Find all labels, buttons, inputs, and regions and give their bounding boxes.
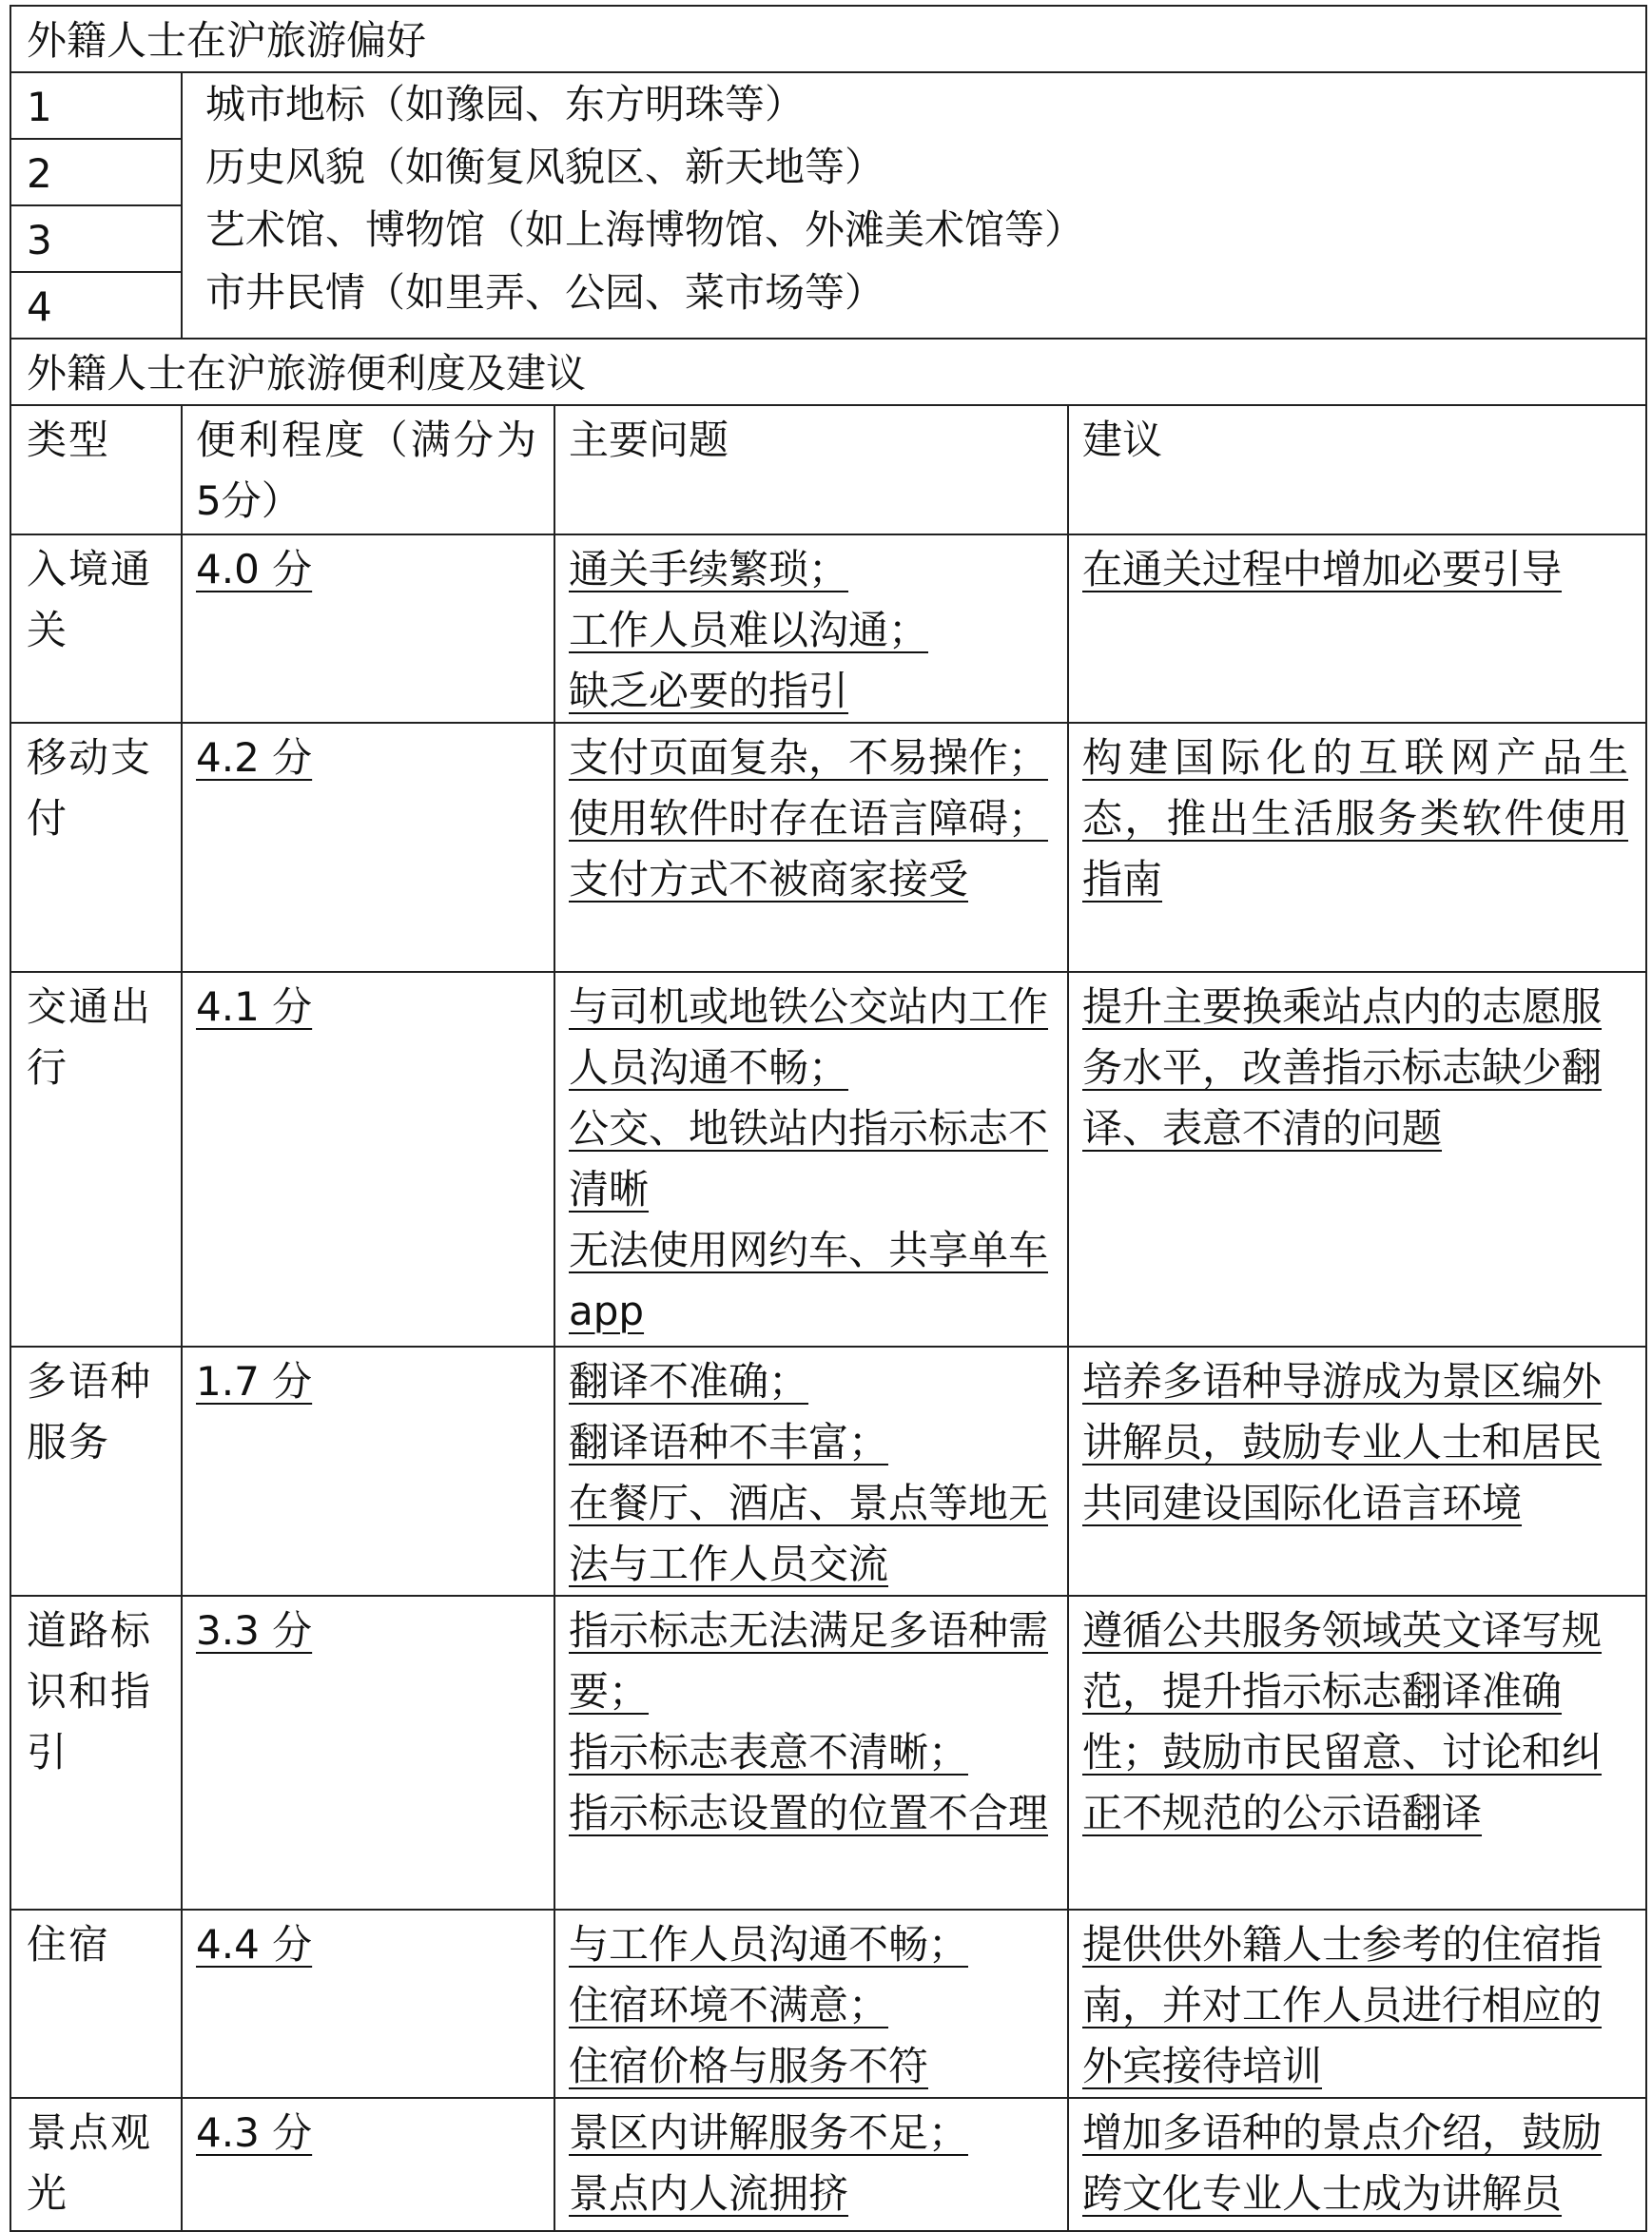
convenience-title: 外籍人士在沪旅游便利度及建议 (10, 339, 1646, 405)
pref-number: 4 (10, 272, 182, 339)
convenience-table (10, 338, 1647, 2232)
issue-item: 翻译不准确； (569, 1358, 809, 1405)
issue-item: 景点内人流拥挤 (569, 2170, 849, 2217)
row-issues (554, 723, 1068, 972)
row-suggestion: 遵循公共服务领域英文译写规范，提升指示标志翻译准确性；鼓励市民留意、讨论和纠正不规范的公示语翻译 (1082, 1607, 1603, 1836)
row-suggestion: 增加多语种的景点介绍，鼓励跨文化专业人士成为讲解员 (1082, 2109, 1603, 2217)
row-type: 移动支付 (10, 723, 182, 972)
document-page (10, 5, 1645, 2232)
pref-number: 1 (10, 72, 182, 139)
issue-item: 工作人员难以沟通； (569, 607, 929, 653)
issue-item: 住宿价格与服务不符 (569, 2043, 929, 2089)
row-score: 4.1 分 (196, 983, 313, 1030)
row-issues (554, 534, 1068, 723)
row-score: 4.3 分 (196, 2109, 313, 2156)
row-issues (554, 1347, 1068, 1596)
preferences-list (205, 73, 1628, 324)
row-issues (554, 1910, 1068, 2098)
row-score: 1.7 分 (196, 1358, 313, 1405)
issue-item: 通关手续繁琐； (569, 546, 849, 592)
pref-item: 城市地标（如豫园、东方明珠等） (205, 81, 806, 127)
row-suggestion: 在通关过程中增加必要引导 (1082, 546, 1563, 592)
pref-number: 3 (10, 205, 182, 272)
table-row (10, 723, 1646, 972)
header-suggestion: 建议 (1068, 405, 1646, 534)
preferences-list-cell (182, 72, 1646, 339)
issue-item: 缺乏必要的指引 (569, 668, 849, 714)
table-row (10, 534, 1646, 723)
row-score: 4.4 分 (196, 1921, 313, 1968)
table-row (10, 1347, 1646, 1596)
issue-item: 指示标志设置的位置不合理 (569, 1790, 1049, 1836)
issue-item: 无法使用网约车、共享单车 app (569, 1227, 1049, 1334)
row-type: 道路标识和指引 (10, 1596, 182, 1910)
issue-item: 翻译语种不丰富； (569, 1419, 889, 1465)
header-score: 便利程度（满分为5分） (182, 405, 554, 534)
issue-item: 支付方式不被商家接受 (569, 856, 969, 903)
row-suggestion: 提升主要换乘站点内的志愿服务水平，改善指示标志缺少翻译、表意不清的问题 (1082, 983, 1603, 1152)
row-suggestion: 提供供外籍人士参考的住宿指南，并对工作人员进行相应的外宾接待培训 (1082, 1921, 1603, 2089)
issue-item: 景区内讲解服务不足； (569, 2109, 969, 2156)
header-row (10, 405, 1646, 534)
table-row (10, 2098, 1646, 2231)
row-type: 景点观光 (10, 2098, 182, 2231)
pref-number: 2 (10, 139, 182, 205)
row-issues (554, 2098, 1068, 2231)
row-score: 4.0 分 (196, 546, 313, 592)
pref-item: 历史风貌（如衡复风貌区、新天地等） (205, 144, 885, 190)
table-row (10, 972, 1646, 1347)
issue-item: 支付页面复杂，不易操作； (569, 734, 1049, 781)
pref-item: 市井民情（如里弄、公园、菜市场等） (205, 269, 885, 316)
issue-item: 与司机或地铁公交站内工作人员沟通不畅； (569, 983, 1049, 1091)
header-type: 类型 (10, 405, 182, 534)
row-issues (554, 972, 1068, 1347)
row-type: 住宿 (10, 1910, 182, 2098)
row-suggestion: 构建国际化的互联网产品生态，推出生活服务类软件使用指南 (1082, 734, 1629, 903)
row-score: 4.2 分 (196, 734, 313, 781)
row-score: 3.3 分 (196, 1607, 313, 1654)
issue-item: 与工作人员沟通不畅； (569, 1921, 969, 1968)
issue-item: 住宿环境不满意； (569, 1982, 889, 2028)
issue-item: 使用软件时存在语言障碍； (569, 795, 1049, 842)
issue-item: 在餐厅、酒店、景点等地无法与工作人员交流 (569, 1480, 1049, 1587)
table-row (10, 1910, 1646, 2098)
row-suggestion: 培养多语种导游成为景区编外讲解员，鼓励专业人士和居民共同建设国际化语言环境 (1082, 1358, 1603, 1526)
issue-item: 指示标志无法满足多语种需要； (569, 1607, 1049, 1715)
preferences-title: 外籍人士在沪旅游偏好 (10, 6, 1646, 72)
row-type: 入境通关 (10, 534, 182, 723)
row-issues (554, 1596, 1068, 1910)
table-row (10, 1596, 1646, 1910)
header-issues: 主要问题 (554, 405, 1068, 534)
pref-item: 艺术馆、博物馆（如上海博物馆、外滩美术馆等） (205, 206, 1085, 253)
issue-item: 指示标志表意不清晰； (569, 1729, 969, 1776)
row-type: 多语种服务 (10, 1347, 182, 1596)
preferences-table (10, 5, 1647, 340)
issue-item: 公交、地铁站内指示标志不清晰 (569, 1105, 1049, 1213)
row-type: 交通出行 (10, 972, 182, 1347)
